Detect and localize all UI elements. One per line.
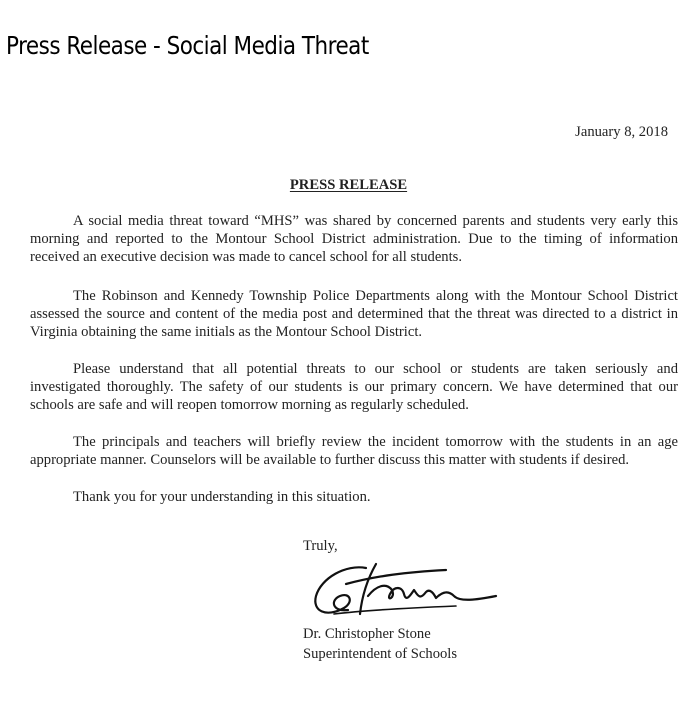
signer-name: Dr. Christopher Stone xyxy=(303,626,431,642)
paragraph-threat-report: A social media threat toward “MHS” was shared by concerned parents and students very early this morning and reported to the Montour School District administration. Due to the timing of information received an executive decision was made to cancel school for all students. xyxy=(30,213,678,265)
paragraph-safety-statement: Please understand that all potential threats to our school or students are taken seriously and investigated thoroughly. The safety of our students is our primary concern. We have determined that our schools are safe and will reopen tomorrow morning as regularly scheduled. xyxy=(30,361,678,413)
closing-salutation: Truly, xyxy=(303,538,338,554)
document-title-text: PRESS RELEASE xyxy=(289,177,408,193)
handwritten-signature xyxy=(306,556,506,626)
document-date: January 8, 2018 xyxy=(575,124,668,140)
paragraph-follow-up: The principals and teachers will briefly review the incident tomorrow with the students in an age appropriate manner. Counselors will be available to further discuss this matter with students if desired. xyxy=(30,434,678,468)
page-heading: Press Release - Social Media Threat xyxy=(6,31,369,60)
signer-title: Superintendent of Schools xyxy=(303,646,458,662)
document-title xyxy=(0,177,697,194)
paragraph-police-findings: The Robinson and Kennedy Township Police Departments along with the Montour School District assessed the source and content of the media post and determined that the threat was directed to a district in Virginia obtaining the same initials as the Montour School District. xyxy=(30,288,678,340)
paragraph-thank-you: Thank you for your understanding in this situation. xyxy=(73,489,371,505)
